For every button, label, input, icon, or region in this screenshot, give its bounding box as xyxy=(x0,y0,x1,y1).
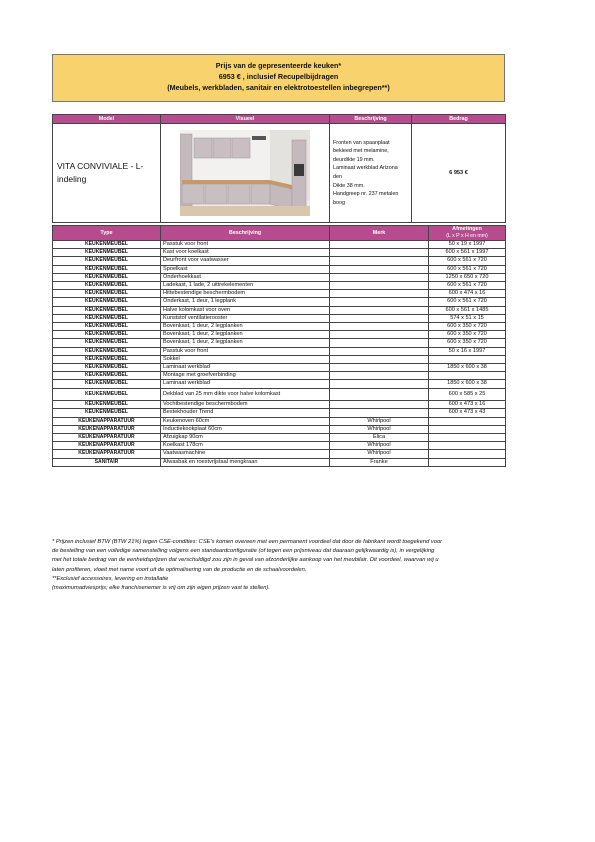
item-description: Afwasbak en roestvrijstaal mengkraan xyxy=(161,458,330,466)
item-type: KEUKENMEUBEL xyxy=(53,265,161,273)
summary-table xyxy=(52,114,506,223)
table-row xyxy=(53,347,506,355)
description-line: Handgreep nr. 237 metalen xyxy=(333,191,399,198)
item-description: Onderhoekkast xyxy=(161,273,330,281)
item-brand xyxy=(330,249,429,257)
table-row xyxy=(53,401,506,409)
footnote-line: (maximumadviesprijs; elke franchisenemer is vrij om zijn eigen prijzen vast te stellen). xyxy=(52,585,270,592)
item-type: KEUKENMEUBEL xyxy=(53,355,161,363)
item-dimensions: 574 x 51 x 15 xyxy=(429,314,506,322)
item-type: KEUKENMEUBEL xyxy=(53,372,161,380)
item-dimensions: 1850 x 600 x 38 xyxy=(429,380,506,388)
item-dimensions: 600 x 561 x 720 xyxy=(429,257,506,265)
header-price: 6953 € , inclusief Recupelbijdragen xyxy=(218,72,339,81)
item-type: KEUKENAPPARATUUR xyxy=(53,417,161,425)
item-dimensions: 600 x 350 x 720 xyxy=(429,323,506,331)
col-visual: Visueel xyxy=(161,115,330,124)
item-dimensions xyxy=(429,458,506,466)
item-type: KEUKENMEUBEL xyxy=(53,249,161,257)
header-included: (Meubels, werkbladen, sanitair en elektrotoestellen inbegrepen**) xyxy=(167,83,390,92)
item-brand xyxy=(330,380,429,388)
footnote-line: **Exclusief accessoires, levering en installatie xyxy=(52,575,169,582)
item-dimensions: 1850 x 600 x 38 xyxy=(429,364,506,372)
item-description: Sokkel xyxy=(161,355,330,363)
item-type: KEUKENMEUBEL xyxy=(53,306,161,314)
col-brand: Merk xyxy=(330,226,429,241)
table-row xyxy=(53,409,506,417)
table-row xyxy=(53,331,506,339)
item-brand xyxy=(330,355,429,363)
item-dimensions: 600 x 350 x 720 xyxy=(429,331,506,339)
table-row xyxy=(53,265,506,273)
item-type: KEUKENMEUBEL xyxy=(53,380,161,388)
item-brand: Whirlpool xyxy=(330,450,429,458)
item-dimensions: 600 x 561 x 720 xyxy=(429,282,506,290)
table-row xyxy=(53,257,506,265)
item-description: Bovenkast, 1 deur, 2 legplanken xyxy=(161,339,330,347)
col-amount: Bedrag xyxy=(412,115,506,124)
table-row xyxy=(53,314,506,322)
kitchen-description xyxy=(330,124,412,223)
item-dimensions xyxy=(429,442,506,450)
description-line: boog xyxy=(333,199,345,206)
item-description: Bovenkast, 1 deur, 2 legplanken xyxy=(161,323,330,331)
item-dimensions: 50 x 19 x 1997 xyxy=(429,241,506,249)
footnote-line: * Prijzen inclusief BTW (BTW 21%) tegen CSE-condities: CSE's komen overeen met een permanent voordeel dat door de fabrikant wordt toegekend voor xyxy=(52,539,443,545)
col-dimensions xyxy=(429,226,506,241)
table-row xyxy=(53,323,506,331)
item-description: Montage met groefverbinding xyxy=(161,372,330,380)
item-type: KEUKENMEUBEL xyxy=(53,314,161,322)
item-dimensions: 600 x 561 x 720 xyxy=(429,265,506,273)
item-description: Halve kolomkast voor oven xyxy=(161,306,330,314)
item-brand xyxy=(330,401,429,409)
table-row xyxy=(53,417,506,425)
item-type: KEUKENMEUBEL xyxy=(53,364,161,372)
visual-cell xyxy=(161,124,330,223)
table-row xyxy=(53,290,506,298)
item-brand xyxy=(330,372,429,380)
item-brand xyxy=(330,290,429,298)
item-dimensions xyxy=(429,433,506,441)
dimensions-label: Afmetingen xyxy=(452,226,482,232)
item-brand xyxy=(330,265,429,273)
description-line: Laminaat werkblad Arizona xyxy=(333,165,398,172)
table-row xyxy=(53,364,506,372)
col-type: Type xyxy=(53,226,161,241)
item-brand xyxy=(330,388,429,401)
item-dimensions xyxy=(429,417,506,425)
description-line: den xyxy=(333,174,342,180)
item-description: Passtuk voor front xyxy=(161,241,330,249)
table-row xyxy=(53,298,506,306)
item-brand: Whirlpool xyxy=(330,417,429,425)
item-brand xyxy=(330,306,429,314)
item-type: KEUKENMEUBEL xyxy=(53,331,161,339)
item-type: KEUKENMEUBEL xyxy=(53,282,161,290)
footnote-line: met het totale bedrag van de eenheidsprijzen dat verschuldigd zou zijn in geval van afzonderlijke aankoop van het meubilair. Dit voordeel, waarvan wij u xyxy=(52,557,439,564)
item-brand: Elica xyxy=(330,433,429,441)
item-brand xyxy=(330,323,429,331)
price-header xyxy=(52,54,505,102)
item-dimensions xyxy=(429,372,506,380)
footnote-line: laten profiteren, vloeit met name voort uit de optimalisering van de productie en de schaalvoordelen. xyxy=(52,566,307,573)
item-type: KEUKENMEUBEL xyxy=(53,323,161,331)
item-description: Koelkast 178cm xyxy=(161,442,330,450)
item-type: KEUKENMEUBEL xyxy=(53,273,161,281)
description-line: Dikte 38 mm. xyxy=(333,182,365,189)
table-row xyxy=(53,425,506,433)
item-dimensions: 600 x 473 x 16 xyxy=(429,401,506,409)
item-description: Laminaat werkblad xyxy=(161,380,330,388)
table-row xyxy=(53,249,506,257)
item-brand: Whirlpool xyxy=(330,442,429,450)
item-dimensions: 600 x 585 x 25 xyxy=(429,388,506,401)
item-description: Bovenkast, 1 deur, 2 legplanken xyxy=(161,331,330,339)
item-type: KEUKENMEUBEL xyxy=(53,257,161,265)
item-type: KEUKENAPPARATUUR xyxy=(53,433,161,441)
item-type: KEUKENMEUBEL xyxy=(53,347,161,355)
item-description: Ladekast, 1 lade, 2 uittrekelementen xyxy=(161,282,330,290)
table-row xyxy=(53,339,506,347)
item-dimensions xyxy=(429,450,506,458)
item-dimensions: 600 x 473 x 43 xyxy=(429,409,506,417)
item-description: Keukenoven 60cm xyxy=(161,417,330,425)
table-row xyxy=(53,433,506,441)
item-description: Deurfront voor vaatwasser xyxy=(161,257,330,265)
item-brand xyxy=(330,331,429,339)
table-row xyxy=(53,282,506,290)
item-dimensions xyxy=(429,355,506,363)
item-type: KEUKENMEUBEL xyxy=(53,290,161,298)
table-row xyxy=(53,388,506,401)
item-dimensions: 600 x 561 x 1997 xyxy=(429,249,506,257)
item-description: Kast voor koelkast xyxy=(161,249,330,257)
header-title: Prijs van de gepresenteerde keuken* xyxy=(215,61,342,70)
item-brand xyxy=(330,339,429,347)
item-brand xyxy=(330,298,429,306)
item-dimensions: 600 x 474 x 16 xyxy=(429,290,506,298)
table-row xyxy=(53,380,506,388)
table-row xyxy=(53,450,506,458)
table-row xyxy=(53,306,506,314)
item-description: Inductiekookplaat 60cm xyxy=(161,425,330,433)
item-description: Bestekhouder Trend xyxy=(161,409,330,417)
item-description: Spoelkast xyxy=(161,265,330,273)
footnotes xyxy=(52,538,522,593)
kitchen-illustration-icon xyxy=(180,130,310,216)
item-brand xyxy=(330,314,429,322)
item-description: Passtuk voor front xyxy=(161,347,330,355)
item-type: KEUKENMEUBEL xyxy=(53,401,161,409)
item-description: Onderkast, 1 deur, 1 legplank xyxy=(161,298,330,306)
item-type: KEUKENAPPARATUUR xyxy=(53,425,161,433)
amount-value: 6 953 € xyxy=(412,124,506,223)
item-description: Afzuigkap 90cm xyxy=(161,433,330,441)
item-dimensions xyxy=(429,425,506,433)
description-line: deurdikte 19 mm. xyxy=(333,156,375,163)
table-row xyxy=(53,355,506,363)
item-type: KEUKENMEUBEL xyxy=(53,298,161,306)
dimensions-unit: (L x P x H en mm) xyxy=(446,233,488,239)
item-description: Kunststof ventilatierooster xyxy=(161,314,330,322)
items-table xyxy=(52,225,506,467)
item-type: KEUKENMEUBEL xyxy=(53,339,161,347)
item-description: Dekblad van 25 mm dikte voor halve kolomkast xyxy=(161,388,330,401)
item-brand xyxy=(330,282,429,290)
item-type: KEUKENAPPARATUUR xyxy=(53,450,161,458)
footnote-line: de bestelling van een volledige samenstelling volgens een standaardconfiguratie (of tegen een prijsniveau dat daaraan gelijkwaardig is), in vergelijking xyxy=(52,548,435,555)
item-description: Vochtbestendige beschermbodem xyxy=(161,401,330,409)
item-type: KEUKENMEUBEL xyxy=(53,241,161,249)
item-rows xyxy=(53,241,506,467)
item-description: Hittebestendige beschermbodem xyxy=(161,290,330,298)
item-type: KEUKENMEUBEL xyxy=(53,388,161,401)
item-description: Laminaat werkblad xyxy=(161,364,330,372)
table-row xyxy=(53,442,506,450)
item-brand: Franke xyxy=(330,458,429,466)
item-type: KEUKENAPPARATUUR xyxy=(53,442,161,450)
item-brand xyxy=(330,364,429,372)
item-type: SANITAIR xyxy=(53,458,161,466)
item-brand: Whirlpool xyxy=(330,425,429,433)
table-row xyxy=(53,273,506,281)
table-row xyxy=(53,458,506,466)
item-dimensions: 600 x 561 x 1485 xyxy=(429,306,506,314)
col-description: Beschrijving xyxy=(330,115,412,124)
item-brand xyxy=(330,409,429,417)
item-brand xyxy=(330,273,429,281)
item-type: KEUKENMEUBEL xyxy=(53,409,161,417)
item-brand xyxy=(330,241,429,249)
description-line: bekleed met melamine, xyxy=(333,148,389,155)
item-dimensions: 1250 x 650 x 720 xyxy=(429,273,506,281)
table-row xyxy=(53,372,506,380)
item-dimensions: 600 x 561 x 720 xyxy=(429,298,506,306)
item-brand xyxy=(330,347,429,355)
table-row xyxy=(53,241,506,249)
col-model: Model xyxy=(53,115,161,124)
item-dimensions: 50 x 16 x 1997 xyxy=(429,347,506,355)
item-brand xyxy=(330,257,429,265)
item-dimensions: 600 x 350 x 720 xyxy=(429,339,506,347)
item-description: Vaatwasmachine xyxy=(161,450,330,458)
description-line: Fronten van spaanplaat xyxy=(333,139,390,146)
model-name: VITA CONVIVIALE - L-indeling xyxy=(53,124,161,223)
col-item-description: Beschrijving xyxy=(161,226,330,241)
